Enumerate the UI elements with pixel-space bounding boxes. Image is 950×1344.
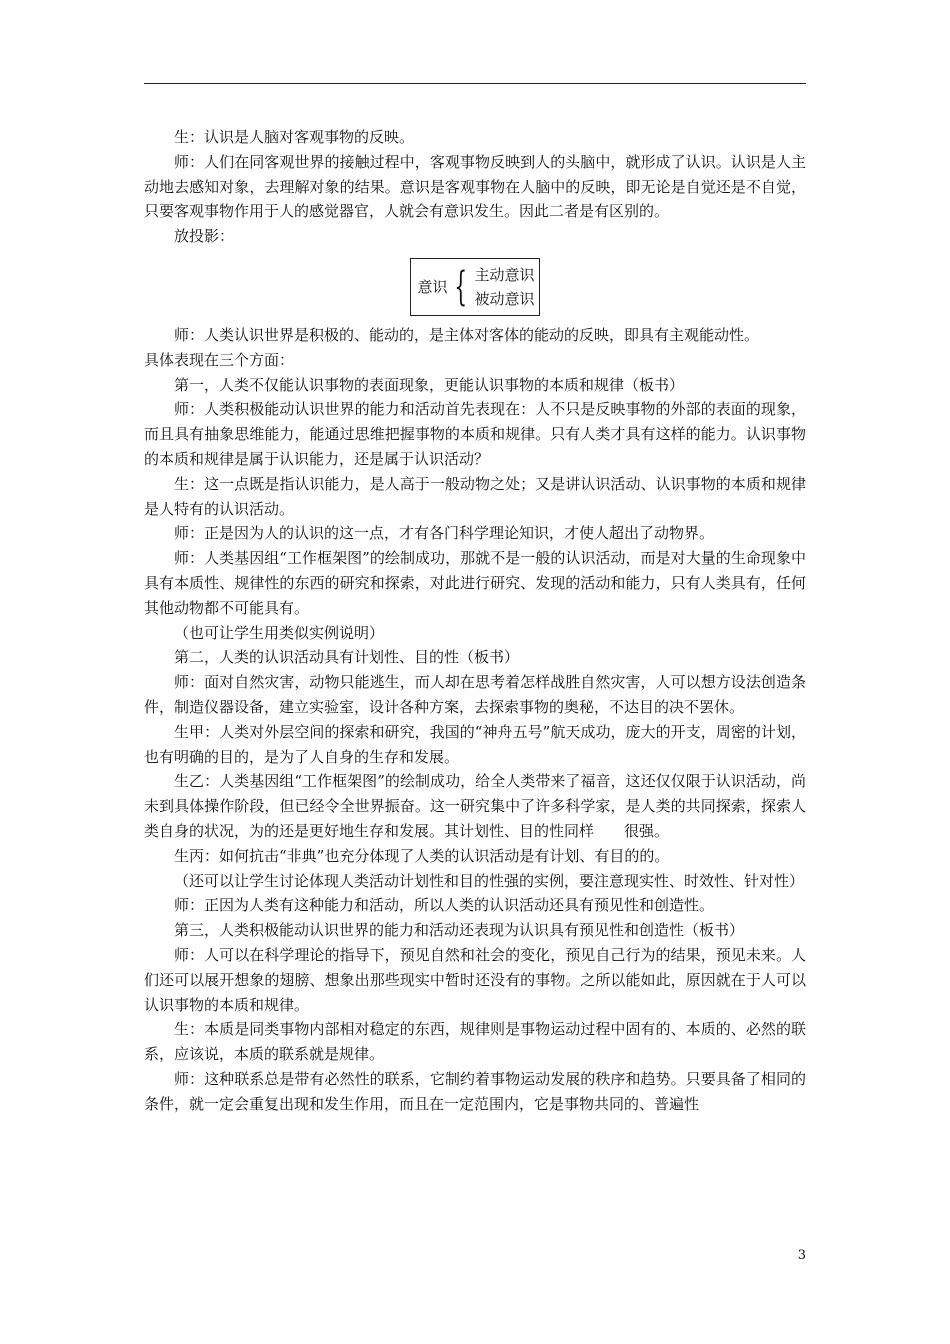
page-number: 3 [797,1248,806,1263]
paragraph: 生乙：人类基因组“工作框架图”的绘制成功，给全人类带来了福音，这还仅仅限于认识活动，尚未到具体操作阶段，但已经令全世界振奋。这一研究集中了许多科学家，是人类的共同探索，探索人类自身的状况，为的还是更好地生存和发展。其计划性、目的性同样 很强。 [144,772,806,840]
projection-figure [410,258,539,316]
figure-item: 主动意识 [474,265,535,284]
paragraph: 生：这一点既是指认识能力，是人高于一般动物之处；又是讲认识活动、认识事物的本质和规律是人特有的认识活动。 [144,474,806,518]
paragraph: 生丙：如何抗击“非典”也充分体现了人类的认识活动是有计划、有目的的。 [174,846,670,865]
paragraph: 第二，人类的认识活动具有计划性、目的性（板书） [174,648,520,667]
figure-items [475,263,535,311]
document-body [144,125,806,1116]
paragraph: 第三，人类积极能动认识世界的能力和活动还表现为认识具有预见性和创造性（板书） [174,921,745,940]
paragraph: 放投影： [174,227,235,246]
paragraph: 生：认识是人脑对客观事物的反映。 [174,128,415,146]
paragraph: 师：正是因为人的认识的这一点，才有各门科学理论知识，才使人超出了动物界。 [174,524,715,543]
projection-figure-wrap [144,258,806,316]
paragraph: 生：本质是同类事物内部相对稳定的东西，规律则是事物运动过程中固有的、本质的、必然的联系，应该说，本质的联系就是规律。 [144,1020,806,1064]
header-rule [144,83,806,84]
paragraph: 师：正因为人类有这种能力和活动，所以人类的认识活动还具有预见性和创造性。 [174,896,715,915]
paragraph: 生甲：人类对外层空间的探索和研究，我国的“神舟五号”航天成功，庞大的开支，周密的计划，也有明确的目的，是为了人自身的生存和发展。 [144,722,806,766]
paragraph: 师：人可以在科学理论的指导下，预见自然和社会的变化，预见自己行为的结果，预见未来。人们还可以展开想象的翅膀、想象出那些现实中暂时还没有的事物。之所以能如此，原因就在于人可以认识事物的本质和规律。 [144,945,806,1014]
paragraph: 师：人类积极能动认识世界的能力和活动首先表现在：人不只是反映事物的外部的表面的现象，而且具有抽象思维能力，能通过思维把握事物的本质和规律。只有人类才具有这样的能力。认识事物的本质和规律是属于认识能力，还是属于认识活动？ [144,400,806,468]
figure-root-label: 意识 [417,277,448,296]
paragraph: 师：人类认识世界是积极的、能动的，是主体对客体的能动的反映，即具有主观能动性。 [174,325,760,344]
figure-item: 被动意识 [474,289,535,308]
paragraph: （也可让学生用类似实例说明） [174,623,385,642]
paragraph: 师：人类基因组“工作框架图”的绘制成功，那就不是一般的认识活动，而是对大量的生命现象中具有本质性、规律性的东西的研究和探索，对此进行研究、发现的活动和能力，只有人类具有，任何其他动物都不可能具有。 [144,549,806,617]
brace-symbol: { [454,263,468,310]
paragraph: （还可以让学生讨论体现人类活动计划性和目的性强的实例，要注意现实性、时效性、针对性） [174,871,805,890]
paragraph: 师：这种联系总是带有必然性的联系，它制约着事物运动发展的秩序和趋势。只要具备了相同的条件，就一定会重复出现和发生作用，而且在一定范围内，它是事物共同的、普遍性 [144,1069,806,1113]
paragraph: 具体表现在三个方面： [144,350,295,369]
paragraph: 第一，人类不仅能认识事物的表面现象，更能认识事物的本质和规律（板书） [174,375,685,394]
paragraph: 师：人们在同客观世界的接触过程中，客观事物反映到人的头脑中，就形成了认识。认识是人主动地去感知对象，去理解对象的结果。意识是客观事物在人脑中的反映，即无论是自觉还是不自觉，只要客观事物作用于人的感觉器官，人就会有意识发生。因此二者是有区别的。 [144,152,806,221]
paragraph: 师：面对自然灾害，动物只能逃生，而人却在思考着怎样战胜自然灾害，人可以想方设法创造条件，制造仪器设备，建立实验室，设计各种方案，去探索事物的奥秘，不达目的决不罢休。 [144,673,806,716]
